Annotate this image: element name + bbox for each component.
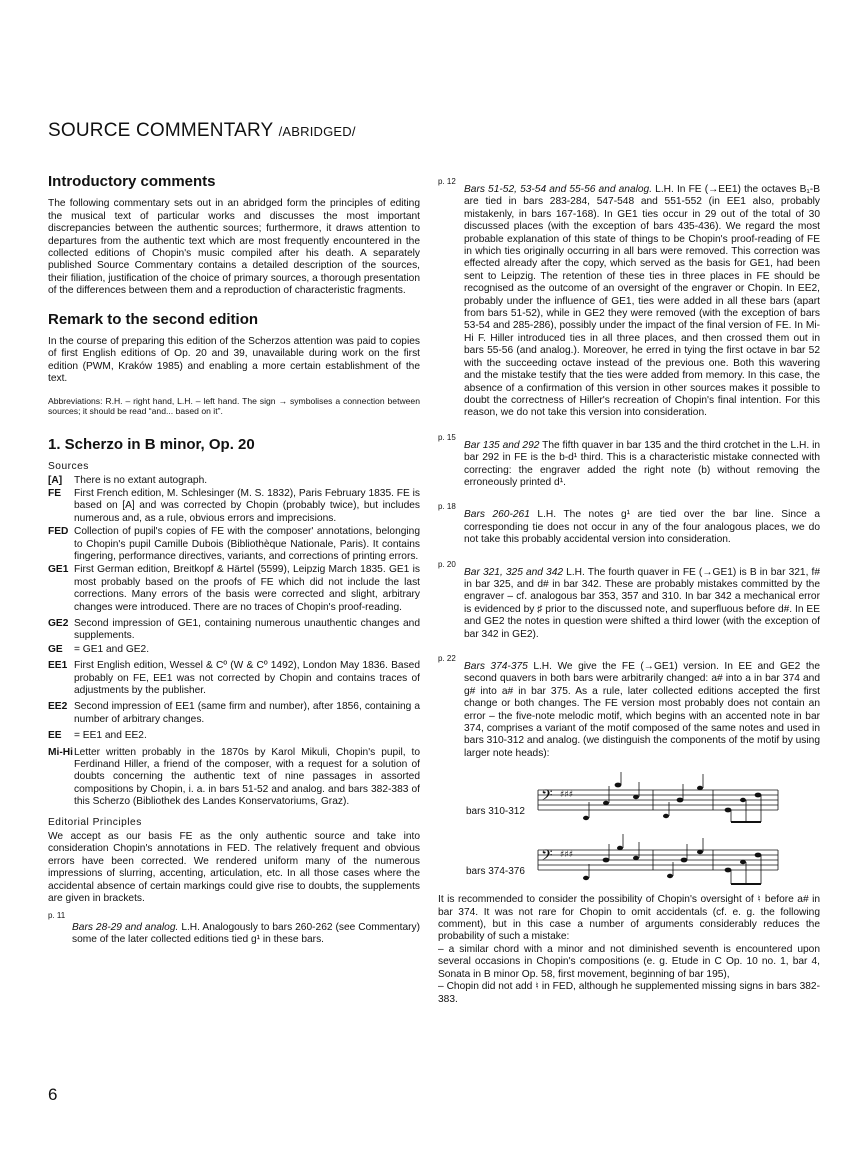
source-entry xyxy=(48,488,420,525)
sources-list xyxy=(48,475,420,809)
remark-heading: Remark to the second edition xyxy=(48,310,259,328)
note-text: L.H. The notes g¹ are tied over the bar line. Since a corresponding tie does not occur in any of the four analogous places, we do not take this probably accidental version into consideration. xyxy=(464,509,820,546)
page-ref: p. 20 xyxy=(438,559,456,569)
note-p11 xyxy=(48,910,420,947)
source-entry xyxy=(48,644,420,656)
source-text: Letter written probably in the 1870s by Karol Mikuli, Chopin's pupil, to Ferdinand Hiller, a friend of the composer, with a request for a solution of doubts concerning the authentic text of nine passages in assorted compositions by Chopin, i. a. in bars 51-52 and analog. and bars 382-383 of this Scherzo (Bibliothek des Landes Konservatoriums, Graz). xyxy=(74,746,420,808)
music-staff-image xyxy=(438,772,820,890)
note-body xyxy=(464,501,820,546)
source-label: [A] xyxy=(48,474,63,486)
note-bars: Bars 260-261 xyxy=(464,509,530,521)
after-music-paragraph: It is recommended to consider the possibility of Chopin's oversight of ♮ before a# in bar 374. It was not rare for Chopin to omit accidentals (cf. e. g. the following comment), but in this case a number of arguments considerably reduces the probability of such a mistake: xyxy=(438,894,820,943)
abbreviations-text: Abbreviations: R.H. – right hand, L.H. – left hand. The sign → symbolises a connection between sources; it should be read “and... based on it”. xyxy=(48,395,420,417)
right-notes xyxy=(438,176,820,760)
note-text: L.H. We give the FE (→GE1) version. In EE and GE2 the second quavers in both bars were arbitrarily changed: a# into a in bar 374 and g# into a# in bar 375. As a rule, later collected editions accepted the first change or both changes. The FE version most probably does not contain an error – the five-note melodic motif, which begins with an accented note in bar 374, comprises a variant of the motif composed of the same notes and used in bars 310-312 and analog. (we distinguish the components of the motif by using larger note heads): xyxy=(464,661,820,759)
source-text: Second impression of EE1 (same firm and number), after 1856, containing a number of arbitrary changes. xyxy=(74,701,420,725)
note-body xyxy=(464,559,820,641)
remark-text: In the course of preparing this edition of the Scherzos attention was paid to copies of first English editions of Op. 20 and 39, unavailable during work on the first edition (PWM, Kraków 1985) and enabling a more certain establishment of the text. xyxy=(48,336,420,385)
svg-text:♯♯♯: ♯♯♯ xyxy=(560,790,574,801)
source-label: EE1 xyxy=(48,660,68,672)
source-text: = GE1 and GE2. xyxy=(74,643,150,655)
source-entry xyxy=(48,564,420,614)
commentary-note xyxy=(438,559,820,641)
page-number: 6 xyxy=(48,1085,58,1104)
source-label: GE2 xyxy=(48,617,69,629)
note-body xyxy=(72,910,420,947)
editorial-label: Editorial Principles xyxy=(48,816,142,828)
source-text: Second impression of GE1, containing numerous unauthentic changes and supplements. xyxy=(74,617,420,642)
source-text: First French edition, M. Schlesinger (M. S. 1832), Paris February 1835. FE is based on [A] and was corrected by Chopin (probably twice), but includes numerous and, as a rule, obvious errors and imprecisions. xyxy=(74,487,420,524)
commentary-note xyxy=(438,501,820,546)
source-text: First German edition, Breitkopf & Härtel (5599), Leipzig March 1835. GE1 is most probably based on the proofs of FE which did not include the last corrections. Many errors of the basis were corrected and slight, arbitrary changes were introduced. There are no traces of Chopin's proof-reading. xyxy=(74,564,420,613)
commentary-note xyxy=(438,432,820,490)
source-entry xyxy=(48,475,420,487)
svg-text:𝄢: 𝄢 xyxy=(541,787,553,809)
title-main: SOURCE COMMENTARY xyxy=(48,120,274,141)
page-ref: p. 22 xyxy=(438,654,456,663)
source-label: Mi-Hi xyxy=(48,746,73,758)
note-text: L.H. In FE (→EE1) the octaves B₁-B are tied in bars 283-284, 547-548 and 551-552 (in EE1 also, probably mistakenly, in bars 167-168). In GE1 ties occur in 29 out of the total of 30 discussed places (with the exception of bars 435-436). We regard the most probable explanation of this state of things to be Chopin's proof-reading of FE in which ties originally occurring in all bars were removed. This correction was effected already after the copy, which served as the basis for GE1, had been sent to Leipzig. The retention of these ties in three places in FE should be recognised as the outcome of an oversight of the engraver or Chopin. In EE2, probably under the influence of GE1, ties were added in all these bars (apart from bars 51-52), while in GE2 they were removed (with the exception of bars 53-54 and 285-286), possibly under the impact of the final version of FE. In Mi-Hi F. Hiller introduced ties in all three places, and then crossed them out in bars 55-56 (and analog.). Moreover, he erred in tying the first octave in bar 52 with the succeeding octave instead of the previous one. Both this wavering and the mistake testify that the ties were added from memory. In this case, the absence of a confirmation of this version in other sources makes it possible to doubt the correctness of Hiller's recreation of Chopin's final intention. For this reason, we do not take this version into consideration. xyxy=(464,184,820,419)
intro-text: The following commentary sets out in an abridged form the principles of editing the musical text of particular works and discusses the most important discrepancies between the authentic sources; furthermore, it draws attention to departures from the authentic text which are most frequently encountered in the collected editions of Chopin's music compiled after his death. A separately published Source Commentary contains a detailed description of the sources, their filiation, justification of the choice of primary sources, a thorough presentation of the differences between them and a reproduction of characteristic fragments. xyxy=(48,198,420,297)
source-label: GE xyxy=(48,643,63,655)
sources-label: Sources xyxy=(48,461,89,473)
note-body xyxy=(464,176,820,420)
source-entry xyxy=(48,526,420,563)
note-text: The fifth quaver in bar 135 and the third crotchet in the L.H. in bar 292 in FE is the b-d¹ third. This is a characteristic mistake connected with correcting: the engraver added the right note (b) without removing the erroneously printed d¹. xyxy=(464,439,820,488)
right-column xyxy=(438,176,820,1006)
note-text: L.H. Analogously to bars 260-262 (see Commentary) some of the later collected editions tied g¹ in these bars. xyxy=(72,921,420,945)
page-ref: p. 15 xyxy=(438,432,456,442)
source-text: There is no extant autograph. xyxy=(74,474,208,486)
note-text: L.H. The fourth quaver in FE (→GE1) is B in bar 321, f# in bar 325, and d# in bar 342. These are probably mistakes committed by the engraver – cf. analogous bar 353, 357 and 310. In bar 342 a mechanical error is evidenced by ♯ prior to the discussed note, and superfluous before d#. In EE and GE2 the notes in question were shifted a third lower (with the exception of bar 342 in GE2). xyxy=(464,566,820,640)
note-bars: Bar 135 and 292 xyxy=(464,439,540,451)
source-label: FE xyxy=(48,487,62,499)
source-entry xyxy=(48,701,420,726)
source-label: GE1 xyxy=(48,564,69,576)
note-body xyxy=(464,432,820,490)
note-bars: Bars 28-29 and analog. xyxy=(72,921,179,933)
source-entry xyxy=(48,660,420,697)
after-music-paragraph: – a similar chord with a minor and not diminished seventh is encountered upon several occasions in Chopin's compositions (e. g. Etude in C Op. 10 no. 1, bar 4, Sonata in B minor Op. 58, first movement, beginning of bar 195), xyxy=(438,943,820,980)
page-title xyxy=(48,120,356,142)
note-bars: Bars 374-375 xyxy=(464,661,528,672)
commentary-note xyxy=(438,176,820,420)
source-entry xyxy=(48,618,420,643)
source-label: EE xyxy=(48,730,62,742)
source-label: FED xyxy=(48,526,69,538)
source-label: EE2 xyxy=(48,701,68,713)
music-examples xyxy=(438,772,820,890)
svg-text:𝄢: 𝄢 xyxy=(541,847,553,869)
scherzo-heading: 1. Scherzo in B minor, Op. 20 xyxy=(48,435,255,453)
source-entry xyxy=(48,747,420,809)
intro-section xyxy=(48,173,420,298)
page-ref: p. 18 xyxy=(438,502,456,512)
music-label-2: bars 374-376 xyxy=(466,866,525,878)
commentary-note xyxy=(438,653,820,760)
source-text: Collection of pupil's copies of FE with the composer' annotations, belonging to Chopin's pupil Camille Dubois (Bibliothèque Nationale, Paris). It contains fingering, performance directives, variants, and corrections of printing errors. xyxy=(74,526,420,562)
source-entry xyxy=(48,730,420,742)
source-text: = EE1 and EE2. xyxy=(74,730,147,742)
note-bars: Bars 51-52, 53-54 and 55-56 and analog. xyxy=(464,184,653,195)
page-ref: p. 11 xyxy=(48,910,66,920)
remark-section xyxy=(48,310,420,417)
note-body xyxy=(464,653,820,760)
left-column xyxy=(48,173,420,946)
intro-heading: Introductory comments xyxy=(48,173,216,190)
svg-text:♯♯♯: ♯♯♯ xyxy=(560,850,574,861)
scherzo-section xyxy=(48,435,420,947)
editorial-text: We accept as our basis FE as the only authentic source and take into consideration Chopin's annotations in FED. The relatively frequent and obvious errors have been corrected. We rendered uniform many of the numerous impressions of slurring, accenting, articulation, etc. In all those cases where the accidental absence of certain markings could give rise to doubts, the supplements are given in brackets. xyxy=(48,831,420,905)
note-bars: Bar 321, 325 and 342 xyxy=(464,566,564,578)
source-text: First English edition, Wessel & Cº (W & Cº 1492), London May 1836. Based probably on FE, EE1 was not corrected by Chopin and contains traces of adjustments by the publisher. xyxy=(74,660,420,696)
page-ref: p. 12 xyxy=(438,177,456,186)
title-sub: /ABRIDGED/ xyxy=(278,124,356,139)
after-music-paragraph: – Chopin did not add ♮ in FED, although he supplemented missing signs in bars 382-383. xyxy=(438,981,820,1005)
music-label-1: bars 310-312 xyxy=(466,806,525,818)
after-music-text xyxy=(438,894,820,1006)
